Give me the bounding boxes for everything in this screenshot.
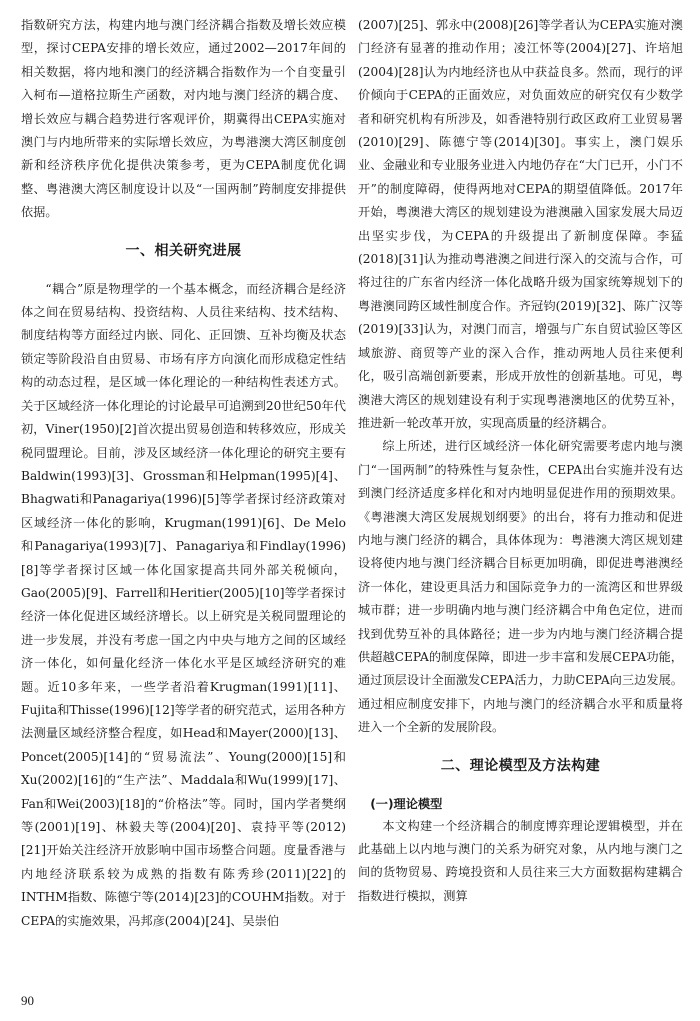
cepa-effects-paragraph-continued: (2007)[25]、郭永中(2008)[26]等学者认为CEPA实施对澳门经济有显著的推动作用；凌江怀等(2004)[27]、许培旭(2004)[28]认为内地经济也从中获益良多。然而，现行的评价倾向于CEPA的正面效应，对负面效应的研究仅有少数学者和研究机构有所涉及，如香港特别行政区政府工业贸易署(2010)[29]、陈德宁等(2014)[30]。事实上，澳门娱乐业、金融业和专业服务业进入内地仍存在“大门已开，小门不开”的制度障碍，使得两地对CEPA的期望值降低。2017年开始，粤澳港大湾区的规划建设为港澳融入国家发展大局迈出坚实步伐，为CEPA的升级提出了新制度保障。李猛(2018)[31]认为推动粤港澳之间进行深入的交流与合作，可将过往的广东省内经济一体化战略升级为国家统筹规划下的粤港澳同跨区域性制度合作。齐冠钧(2019)[32]、陈广汉等(2019)[33]认为，对澳门而言，增强与广东自贸试验区等区域旅游、商贸等产业的深入合作，推动两地人员往来便利化，吸引高端创新要素，形成开放性的创新基地。可见，粤澳港大湾区的规划建设有利于实现粤港澳地区的优势互补，推进新一轮改革开放，实现高质量的经济耦合。 xyxy=(358,18,683,430)
left-column xyxy=(21,14,346,933)
summary-paragraph: 综上所述，进行区域经济一体化研究需要考虑内地与澳门“一国两制”的特殊性与复杂性，CEPA出台实施并没有达到澳门经济适度多样化和对内地明显促进作用的预期效果。《粤港澳大湾区发展规划纲要》的出台，将有力推动和促进内地与澳门经济的耦合，具体体现为：粤港澳大湾区规划建设将使内地与澳门经济耦合目标更加明确，即促进粤港澳经济一体化，建设更具活力和国际竞争力的一流湾区和世界级城市群；进一步明确内地与澳门经济耦合中角色定位，进而找到优势互补的具体路径；进一步为内地与澳门经济耦合提供超越CEPA的制度保障，即进一步丰富和发展CEPA功能，通过顶层设计全面激发CEPA活力，力助CEPA向三边发展。通过相应制度安排下，内地与澳门的经济耦合水平和质量将进入一个全新的发展阶段。 xyxy=(358,439,683,735)
right-column xyxy=(358,14,683,908)
page-number: 90 xyxy=(21,993,34,1008)
subsection-heading-theoretical-model: (一)理论模型 xyxy=(370,796,443,811)
model-paragraph: 本文构建一个经济耦合的制度博弈理论逻辑模型，并在此基础上以内地与澳门的关系为研究对象，从内地与澳门之间的货物贸易、跨境投资和人员往来三大方面数据构建耦合指数进行模拟，测算 xyxy=(358,818,683,903)
section-heading-theoretical-model: 二、理论模型及方法构建 xyxy=(440,757,601,774)
section-heading-research-progress: 一、相关研究进展 xyxy=(125,242,242,259)
coupling-concept-paragraph: “耦合”原是物理学的一个基本概念，而经济耦合是经济体之间在贸易结构、投资结构、人员往来结构、技术结构、制度结构等方面经过内嵌、同化、正回馈、互补均衡及状态锁定等阶段沿自由贸易、市场有序方向演化而形成稳定性结构的动态过程，是区域一体化理论的一种结构性表述方式。关于区域经济一体化理论的讨论最早可追溯到20世纪50年代初，Viner(1950)[2]首次提出贸易创造和转移效应，形成关税同盟理论。目前，涉及区域经济一体化理论的研究主要有Baldwin(1993)[3]、Grossman和Helpman(1995)[4]、Bhagwati和Panagariya(1996)[5]等学者探讨经济政策对区域经济一体化的影响，Krugman(1991)[6]、De Melo和Panagariya(1993)[7]、Panagariya和Findlay(1996)[8]等学者探讨区域一体化国家提高共同外部关税倾向，Gao(2005)[9]、Farrell和Heritier(2005)[10]等学者探讨经济一体化促进区域经济增长。以上研究是关税同盟理论的进一步发展，并没有考虑一国之内中央与地方之间的区域经济一体化，如何量化经济一体化水平是区域经济研究的难题。近10多年来，一些学者沿着Krugman(1991)[11]、Fujita和Thisse(1996)[12]等学者的研究范式，运用各种方法测量区域经济整合程度，如Head和Mayer(2000)[13]、Poncet(2005)[14]的“贸易流法”、Young(2000)[15]和Xu(2002)[16]的“生产法”、Maddala和Wu(1999)[17]、Fan和Wei(2003)[18]的“价格法”等。同时，国内学者樊纲等(2001)[19]、林毅夫等(2004)[20]、袁持平等(2012)[21]开始关注经济开放影响中国市场整合问题。度量香港与内地经济联系较为成熟的指数有陈秀珍(2011)[22]的INTHM指数、陈德宁等(2014)[23]的COUHM指数。对于CEPA的实施效果，冯邦彦(2004)[24]、吴崇伯 xyxy=(21,281,346,928)
intro-paragraph-continued: 指数研究方法，构建内地与澳门经济耦合指数及增长效应模型，探讨CEPA安排的增长效应，通过2002—2017年间的相关数据，将内地和澳门的经济耦合指数作为一个自变量引入柯布—道格拉斯生产函数，对内地与澳门经济的耦合度、增长效应与耦合趋势进行客观评价，期冀得出CEPA实施对澳门与内地所带来的实际增长效应，为粤港澳大湾区制度创新和经济秩序优化提供决策参考，更为CEPA制度优化调整、粤港澳大湾区制度设计以及“一国两制”跨制度安排提供依据。 xyxy=(21,18,346,220)
